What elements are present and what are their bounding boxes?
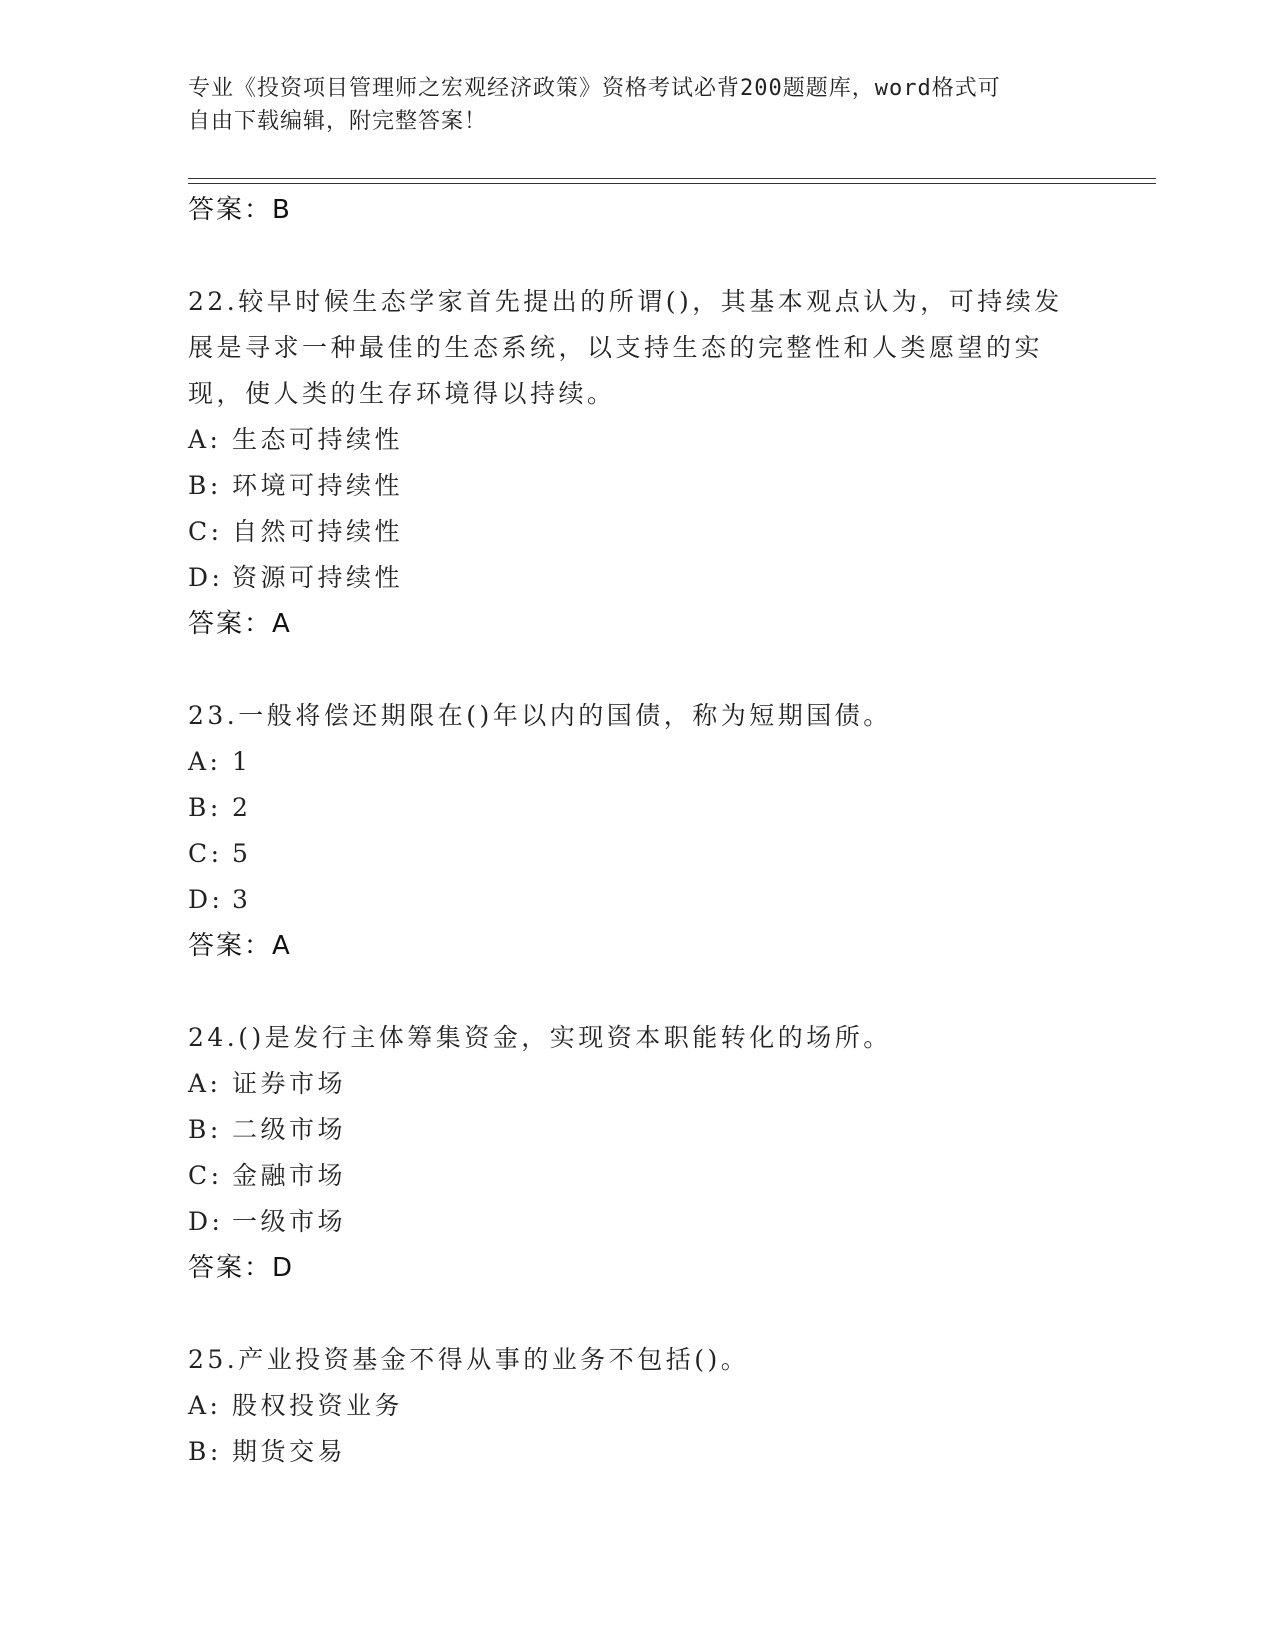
option-label: A: — [188, 1069, 222, 1098]
option-label: D: — [188, 885, 224, 914]
option-text: 资源可持续性 — [232, 563, 404, 592]
option-label: A: — [188, 425, 222, 454]
option-text: 金融市场 — [232, 1161, 347, 1190]
question-23 — [188, 693, 1088, 739]
option-text: 期货交易 — [232, 1437, 347, 1466]
question-24-option-b — [188, 1107, 1088, 1153]
option-label: B: — [188, 471, 222, 500]
option-text: 环境可持续性 — [232, 471, 404, 500]
question-24-line-1: 24.()是发行主体筹集资金，实现资本职能转化的场所。 — [188, 1023, 892, 1052]
question-22-line-2: 展是寻求一种最佳的生态系统，以支持生态的完整性和人类愿望的实 — [188, 333, 1044, 362]
header-divider-top — [188, 178, 1156, 179]
question-25-option-a — [188, 1383, 1088, 1429]
answer-22: 答案：A — [188, 609, 292, 639]
question-25-option-b — [188, 1429, 1088, 1475]
option-text: 一级市场 — [232, 1207, 347, 1236]
option-label: B: — [188, 1437, 222, 1466]
question-23-option-d — [188, 877, 1088, 923]
question-22 — [188, 279, 1088, 417]
option-text: 5 — [232, 839, 252, 868]
question-24 — [188, 1015, 1088, 1061]
option-text: 1 — [232, 747, 252, 776]
question-22-option-a — [188, 417, 1088, 463]
option-label: D: — [188, 1207, 224, 1236]
option-label: B: — [188, 793, 222, 822]
option-label: B: — [188, 1115, 222, 1144]
question-22-option-c — [188, 509, 1088, 555]
option-text: 生态可持续性 — [232, 425, 404, 454]
answer-23: 答案：A — [188, 931, 292, 961]
question-22-line-3: 现，使人类的生存环境得以持续。 — [188, 379, 616, 408]
option-label: A: — [188, 1391, 222, 1420]
option-text: 证券市场 — [232, 1069, 347, 1098]
header-line-2: 自由下载编辑，附完整答案！ — [188, 109, 488, 134]
answer-24: 答案：D — [188, 1253, 295, 1283]
header-line-1: 专业《投资项目管理师之宏观经济政策》资格考试必背200题题库，word格式可 — [188, 76, 1001, 101]
option-label: A: — [188, 747, 222, 776]
question-23-option-a — [188, 739, 1088, 785]
option-label: C: — [188, 839, 223, 868]
answer-21: 答案：B — [188, 195, 292, 225]
option-text: 自然可持续性 — [232, 517, 404, 546]
question-24-option-c — [188, 1153, 1088, 1199]
option-label: C: — [188, 1161, 223, 1190]
question-23-line-1: 23.一般将偿还期限在()年以内的国债，称为短期国债。 — [188, 701, 892, 730]
question-22-line-1: 22.较早时候生态学家首先提出的所谓()，其基本观点认为，可持续发 — [188, 287, 1063, 316]
document-header — [188, 72, 1088, 138]
question-22-option-d — [188, 555, 1088, 601]
option-text: 2 — [232, 793, 252, 822]
question-24-option-a — [188, 1061, 1088, 1107]
question-list — [188, 187, 1088, 1475]
question-23-option-c — [188, 831, 1088, 877]
option-text: 股权投资业务 — [232, 1391, 404, 1420]
option-label: D: — [188, 563, 224, 592]
option-label: C: — [188, 517, 223, 546]
header-divider-bottom — [188, 183, 1156, 184]
question-23-option-b — [188, 785, 1088, 831]
question-24-option-d — [188, 1199, 1088, 1245]
question-25 — [188, 1337, 1088, 1383]
option-text: 3 — [232, 885, 252, 914]
option-text: 二级市场 — [232, 1115, 347, 1144]
question-25-line-1: 25.产业投资基金不得从事的业务不包括()。 — [188, 1345, 750, 1374]
question-22-option-b — [188, 463, 1088, 509]
